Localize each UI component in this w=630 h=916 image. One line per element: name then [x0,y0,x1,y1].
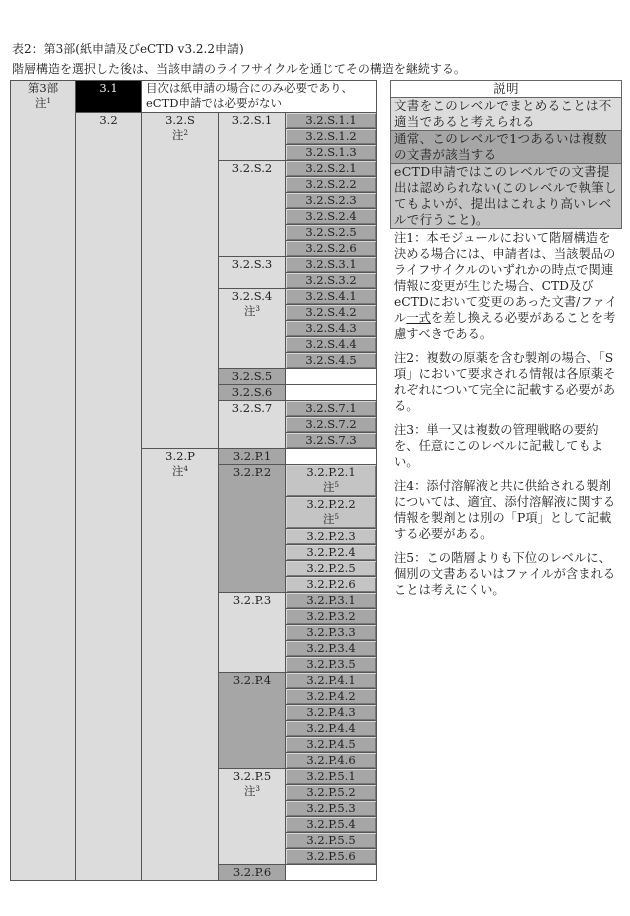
note-ref [142,464,218,479]
section-cell [142,113,219,449]
leaf-cell [286,193,377,209]
group-cell [219,673,286,769]
group-cell [219,865,286,881]
footnote-1-text-end: を差し換える必要があることを考慮すべきである。 [394,311,616,341]
group-cell [219,401,286,449]
cell-code: 3.2.S.1.2 [305,129,357,143]
cell-code: 3.2.P.4.4 [306,721,356,735]
empty-cell [286,385,377,401]
leaf-cell [286,753,377,769]
leaf-cell [286,257,377,273]
leaf-cell [286,321,377,337]
leaf-cell [286,849,377,865]
leaf-cell [286,593,377,609]
note-ref [11,96,75,111]
note-prefix: 注 [172,128,184,142]
cell-code: 3.2.P.3.2 [306,609,356,623]
leaf-cell [286,529,377,545]
group-cell [219,289,286,369]
leaf-cell [286,673,377,689]
note-ref [142,128,218,143]
cell-code: 3.2.P.4.1 [306,673,356,687]
cell-code: 3.2.S.5 [231,369,273,383]
cell-code: 3.2.P.4.6 [306,753,356,767]
cell-code: 3.2.P.2 [232,465,272,479]
leaf-cell [286,497,377,529]
cell-code: 3.2.S.2.3 [305,193,357,207]
leaf-cell [286,721,377,737]
leaf-cell [286,353,377,369]
group-cell [219,449,286,465]
leaf-cell [286,241,377,257]
cell-code: 3.2.P.3.3 [306,625,356,639]
leaf-cell [286,609,377,625]
cell-code: 3.2.S.3.2 [305,273,357,287]
cell-code: 3.2.P.3.1 [306,593,356,607]
cell-code: 3.2.P.4.5 [306,737,356,751]
cell-code: 3.2.S.3.1 [305,257,357,271]
leaf-cell [286,289,377,305]
cell-code: 3.2.S.2.5 [305,225,357,239]
module-3-1-cell [76,81,142,113]
cell-code: 3.2.P.3 [232,593,272,607]
module-3-2-cell [76,113,142,881]
cell-code: 3.2.P.2.4 [306,545,356,559]
note-number: 5 [334,513,339,521]
cell-code: 第3部 [27,81,59,95]
leaf-cell [286,113,377,129]
leaf-cell [286,769,377,785]
note-ref [219,784,285,799]
table-caption: 表2：第3部(紙申請及びeCTD v3.2.2申請) [12,42,244,56]
leaf-cell [286,561,377,577]
cell-code: 3.2.P.5.4 [306,817,356,831]
note-prefix: 注 [244,784,256,798]
leaf-cell [286,209,377,225]
cell-code: 3.2.P [165,449,195,463]
group-cell [219,113,286,161]
cell-code: 3.2.P.6 [232,865,272,879]
cell-code: 3.2.P.5.6 [306,849,356,863]
note-ref [286,480,376,495]
cell-code: 3.2.S.6 [231,385,273,399]
legend-dark: 通常、このレベルで1つあるいは複数の文書が該当する [391,131,622,164]
note-number: 5 [334,481,339,489]
leaf-cell [286,689,377,705]
footnote-1 [394,230,620,342]
cell-code: 3.2.P.3.4 [306,641,356,655]
leaf-cell [286,129,377,145]
note-number: 2 [183,129,188,137]
cell-code: 3.2 [99,113,118,127]
legend-mid: eCTD申請ではこのレベルでの文書提出は認められない(このレベルで執筆してもよいが、提出はこれより高いレベルで行うこと)。 [391,164,622,229]
footnote-5: 注5：この階層よりも下位のレベルに、個別の文書あるいはファイルが含まれることは考えにくい。 [394,551,616,597]
leaf-cell [286,737,377,753]
leaf-cell [286,577,377,593]
leaf-cell [286,545,377,561]
cell-code: 3.2.P.1 [232,449,272,463]
note-prefix: 注 [172,464,184,478]
hierarchy-table [10,80,377,881]
group-cell [219,257,286,289]
cell-code: 3.2.S.7 [231,401,273,415]
note-prefix: 注 [35,96,47,110]
legend-table [390,80,622,229]
cell-code: 3.2.P.5.2 [306,785,356,799]
cell-code: 3.2.P.4.2 [306,689,356,703]
cell-code: 3.2.S.1 [231,113,273,127]
empty-cell [286,865,377,881]
group-cell [219,161,286,257]
cell-code: 目次は紙申請の場合にのみ必要であり、 eCTD申請では必要がない [146,81,353,110]
leaf-cell [286,465,377,497]
cell-code: 3.2.P.2.1 [306,465,356,479]
note-number: 3 [255,785,260,793]
cell-code: 3.2.S.1.1 [305,113,357,127]
leaf-cell [286,801,377,817]
note-prefix: 注 [323,480,335,494]
cell-code: 3.2.P.3.5 [306,657,356,671]
leaf-cell [286,625,377,641]
leaf-cell [286,705,377,721]
cell-code: 3.2.S.7.3 [305,433,357,447]
cell-code: 3.1 [99,81,118,95]
cell-code: 3.2.S.2 [231,161,273,175]
leaf-cell [286,305,377,321]
cell-code: 3.2.S.4.4 [305,337,357,351]
cell-code: 3.2.P.5.1 [306,769,356,783]
cell-code: 3.2.P.5 [232,769,272,783]
cell-code: 3.2.P.2.5 [306,561,356,575]
cell-code: 3.2.S [165,113,195,127]
note-prefix: 注 [244,304,256,318]
note-number: 1 [46,97,51,105]
cell-code: 3.2.S.7.1 [305,401,357,415]
note-number: 3 [255,305,260,313]
cell-code: 3.2.P.5.3 [306,801,356,815]
footnote-1-underlined: 一式 [406,311,431,325]
empty-cell [286,369,377,385]
leaf-cell [286,161,377,177]
cell-code: 3.2.P.4.3 [306,705,356,719]
table-subtitle: 階層構造を選択した後は、当該申請のライフサイクルを通じてその構造を継続する。 [12,62,466,76]
cell-code: 3.2.S.4.3 [305,321,357,335]
legend-header: 説明 [391,81,622,98]
leaf-cell [286,401,377,417]
footnote-2: 注2：複数の原薬を含む製剤の場合、「S項」において要求される情報は各原薬それぞれについて完全に記載する必要がある。 [394,351,616,413]
cell-code: 3.2.S.2.2 [305,177,357,191]
cell-code: 3.2.S.4.5 [305,353,357,367]
leaf-cell [286,817,377,833]
cell-code: 3.2.S.7.2 [305,417,357,431]
group-cell [219,593,286,673]
footnotes [394,230,620,606]
cell-code: 3.2.S.2.4 [305,209,357,223]
group-cell [219,369,286,385]
leaf-cell [286,337,377,353]
cell-code: 3.2.S.2.1 [305,161,357,175]
leaf-cell [286,225,377,241]
note-ref [219,304,285,319]
cell-code: 3.2.P.2.2 [306,497,356,511]
leaf-cell [286,833,377,849]
cell-code: 3.2.S.4.1 [305,289,357,303]
note-ref [286,512,376,527]
cell-code: 3.2.S.4.2 [305,305,357,319]
module-3-1-description [142,81,377,113]
legend-light: 文書をこのレベルでまとめることは不適当であると考えられる [391,98,622,131]
leaf-cell [286,641,377,657]
leaf-cell [286,273,377,289]
group-cell [219,769,286,865]
leaf-cell [286,417,377,433]
group-cell [219,465,286,593]
cell-code: 3.2.S.3 [231,257,273,271]
cell-code: 3.2.P.5.5 [306,833,356,847]
leaf-cell [286,657,377,673]
section-cell [142,449,219,881]
leaf-cell [286,177,377,193]
footnote-3: 注3：単一又は複数の管理戦略の要約を、任意にこのレベルに記載してもよい。 [394,423,604,469]
cell-code: 3.2.P.2.3 [306,529,356,543]
group-cell [219,385,286,401]
empty-cell [286,449,377,465]
leaf-cell [286,785,377,801]
leaf-cell [286,433,377,449]
footnote-4: 注4：添付溶解液と共に供給される製剤については、適宜、添付溶解液に関する情報を製剤とは別の「P項」として記載する必要がある。 [394,479,616,541]
leaf-cell [286,145,377,161]
part-3-cell [11,81,76,881]
cell-code: 3.2.P.4 [232,673,272,687]
cell-code: 3.2.P.2.6 [306,577,356,591]
note-prefix: 注 [323,512,335,526]
cell-code: 3.2.S.4 [231,289,273,303]
cell-code: 3.2.S.1.3 [305,145,357,159]
footnote-1-text: 注1：本モジュールにおいて階層構造を決める場合には、申請者は、当該製品のライフサイクルのいずれかの時点で関連情報に変更が生じた場合、CTD及びeCTDにおいて変更のあった文書/ファイル [394,231,617,325]
note-number: 4 [183,465,188,473]
cell-code: 3.2.S.2.6 [305,241,357,255]
